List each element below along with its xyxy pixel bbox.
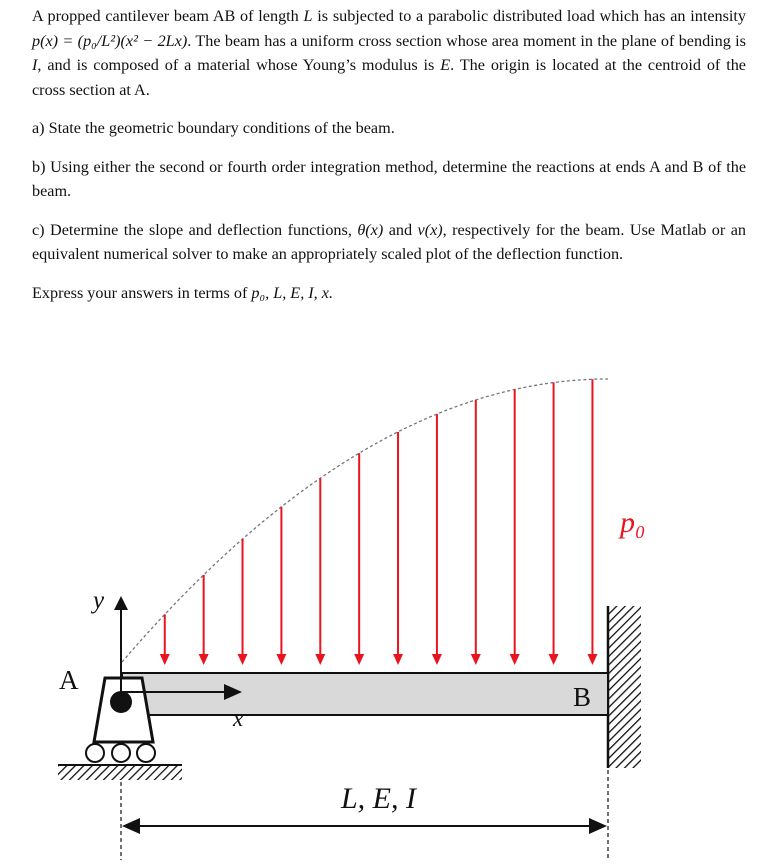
- intro-text-4: , and is composed of a material whose Young’s modulus is: [37, 56, 441, 74]
- load-arrow-head-12: [587, 654, 597, 665]
- label-y: y: [93, 587, 105, 614]
- deflection-function-symbol: v(x): [417, 220, 443, 239]
- label-x: x: [233, 706, 244, 731]
- load-arrow-head-6: [354, 654, 364, 665]
- load-arrow-head-7: [393, 654, 403, 665]
- express-variables: p₀, L, E, I, x.: [251, 283, 333, 302]
- distributed-load-arrows: [160, 379, 598, 665]
- beam: [122, 673, 608, 715]
- load-arrow-head-11: [549, 654, 559, 665]
- label-b: B: [573, 682, 592, 712]
- label-a: A: [59, 665, 79, 695]
- roller-left: [86, 744, 104, 762]
- roller-middle: [112, 744, 130, 762]
- pin-joint: [110, 691, 132, 713]
- fixed-wall-hatch: [609, 606, 641, 768]
- intro-inertia-symbol: I: [32, 56, 38, 74]
- part-c-text-2: and: [383, 220, 418, 239]
- load-intensity-formula: p(x) = (p₀/L²)(x² − 2Lx): [32, 31, 188, 50]
- intro-text-2: is subjected to a parabolic distributed load which has an intensity: [312, 7, 746, 25]
- intro-text-3: . The beam has a uniform cross section whose area moment in the plane of bending is: [187, 31, 746, 50]
- label-p0: p₀: [620, 506, 646, 539]
- part-a: a) State the geometric boundary conditions of the beam.: [32, 119, 395, 137]
- part-c-text-3: , respectively for the beam. Use Matlab or an equivalent numerical solver to make an appropriately scaled plot of the deflection function.: [32, 220, 747, 263]
- intro-text-5: . The origin is located at the centroid of the cross section at A.: [32, 56, 746, 99]
- load-arrow-head-4: [276, 654, 286, 665]
- part-b: b) Using either the second or fourth order integration method, determine the reactions at ends A and B of the beam.: [32, 157, 746, 200]
- dimension-arrow-left: [122, 818, 140, 834]
- intro-modulus-symbol: E: [440, 56, 451, 74]
- roller-right: [137, 744, 155, 762]
- label-length-properties: L, E, I: [341, 782, 416, 815]
- intro-text-1: A propped cantilever beam AB of length: [32, 7, 304, 25]
- intro-length-symbol: L: [303, 7, 313, 25]
- load-arrow-head-9: [471, 654, 481, 665]
- load-arrow-head-8: [432, 654, 442, 665]
- load-envelope-curve: [122, 379, 608, 662]
- dimension-arrow-right: [589, 818, 607, 834]
- load-arrow-head-5: [315, 654, 325, 665]
- load-arrow-head-2: [199, 654, 209, 665]
- part-c-text-1: c) Determine the slope and deflection functions,: [32, 220, 358, 239]
- load-arrow-head-10: [510, 654, 520, 665]
- y-axis-arrowhead: [114, 596, 128, 610]
- load-arrow-head-1: [160, 654, 170, 665]
- ground-hatch: [58, 766, 182, 780]
- load-arrow-head-3: [238, 654, 248, 665]
- slope-function-symbol: θ(x): [357, 220, 384, 239]
- express-text: Express your answers in terms of: [32, 283, 252, 302]
